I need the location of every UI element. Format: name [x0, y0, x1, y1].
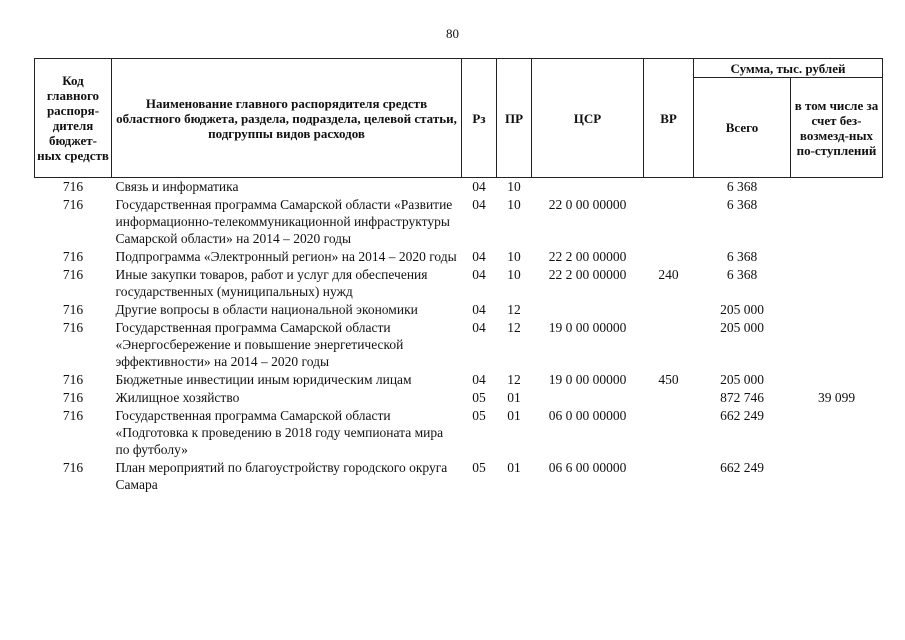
table-row [35, 266, 883, 301]
cell-name: Жилищное хозяйство [115, 390, 240, 405]
cell-name: Государственная программа Самарской области «Энергосбережение и повышение энергетической эффективности» на 2014 – 2020 годы [115, 320, 404, 369]
cell-csr: 19 0 00 00000 [548, 320, 627, 335]
cell-free [791, 196, 883, 248]
cell-total: 205 000 [720, 320, 764, 335]
header-code: Код главного распоря-дителя бюджет-ных средств [35, 59, 112, 178]
cell-rz: 04 [472, 197, 486, 212]
table-row [35, 196, 883, 248]
cell-free: 39 099 [817, 390, 856, 405]
cell-name: План мероприятий по благоустройству городского округа Самара [115, 460, 448, 492]
cell-code: 716 [62, 320, 84, 335]
cell-free [791, 248, 883, 266]
table-row [35, 459, 883, 494]
table-header [35, 59, 883, 178]
cell-total: 6 368 [726, 179, 758, 194]
cell-vr: 240 [658, 267, 679, 282]
cell-pr: 10 [507, 179, 521, 194]
cell-total: 205 000 [720, 302, 764, 317]
cell-name: Бюджетные инвестиции иным юридическим лицам [115, 372, 412, 387]
cell-vr [644, 389, 694, 407]
cell-csr: 06 0 00 00000 [548, 408, 627, 423]
cell-code: 716 [62, 249, 84, 264]
cell-name: Государственная программа Самарской области «Развитие информационно-телекоммуникационной инфраструктуры Самарской области» на 2014 – 2020 годы [115, 197, 453, 246]
cell-vr [644, 301, 694, 319]
cell-name: Подпрограмма «Электронный регион» на 2014 – 2020 годы [115, 249, 457, 264]
cell-pr: 12 [507, 320, 521, 335]
cell-rz: 05 [472, 390, 486, 405]
cell-code: 716 [62, 408, 84, 423]
cell-free [791, 459, 883, 494]
cell-pr: 12 [507, 372, 521, 387]
cell-code: 716 [62, 302, 84, 317]
cell-free [791, 319, 883, 371]
table-body [35, 178, 883, 495]
header-vr: ВР [644, 59, 694, 178]
cell-csr: 22 0 00 00000 [548, 197, 627, 212]
page-number: 80 [446, 26, 459, 41]
cell-rz: 05 [472, 408, 486, 423]
cell-vr [644, 407, 694, 459]
cell-total: 872 746 [720, 390, 764, 405]
cell-free [791, 178, 883, 197]
cell-pr: 01 [507, 460, 521, 475]
cell-total: 6 368 [726, 249, 758, 264]
budget-table [34, 58, 883, 494]
cell-rz: 04 [472, 267, 486, 282]
cell-pr: 10 [507, 197, 521, 212]
cell-name: Государственная программа Самарской области «Подготовка к проведению в 2018 году чемпионата мира по футболу» [115, 408, 444, 457]
cell-vr: 450 [658, 372, 679, 387]
cell-csr: 22 2 00 00000 [548, 249, 627, 264]
table-row [35, 389, 883, 407]
table-row [35, 248, 883, 266]
cell-csr [532, 389, 644, 407]
cell-total: 205 000 [720, 372, 764, 387]
table-row [35, 178, 883, 197]
cell-name: Другие вопросы в области национальной экономики [115, 302, 418, 317]
cell-rz: 04 [472, 302, 486, 317]
cell-name: Связь и информатика [115, 179, 239, 194]
cell-csr [532, 301, 644, 319]
header-csr: ЦСР [532, 59, 644, 178]
cell-rz: 05 [472, 460, 486, 475]
cell-rz: 04 [472, 372, 486, 387]
cell-csr: 19 0 00 00000 [548, 372, 627, 387]
cell-rz: 04 [472, 249, 486, 264]
header-sum: Сумма, тыс. рублей [694, 59, 883, 78]
cell-csr: 06 6 00 00000 [548, 460, 627, 475]
header-name: Наименование главного распорядителя средств областного бюджета, раздела, подраздела, целевой статьи, подгруппы видов расходов [112, 59, 462, 178]
header-pr: ПР [497, 59, 532, 178]
cell-free [791, 407, 883, 459]
cell-name: Иные закупки товаров, работ и услуг для обеспечения государственных (муниципальных) нужд [115, 267, 428, 299]
cell-free [791, 371, 883, 389]
table-row [35, 319, 883, 371]
cell-free [791, 301, 883, 319]
cell-vr [644, 248, 694, 266]
cell-free [791, 266, 883, 301]
cell-pr: 12 [507, 302, 521, 317]
cell-code: 716 [62, 372, 84, 387]
table-row [35, 407, 883, 459]
cell-pr: 01 [507, 390, 521, 405]
header-rz: Рз [462, 59, 497, 178]
cell-total: 662 249 [720, 460, 764, 475]
table-row [35, 301, 883, 319]
cell-code: 716 [62, 197, 84, 212]
cell-pr: 10 [507, 249, 521, 264]
cell-vr [644, 178, 694, 197]
cell-csr [532, 178, 644, 197]
cell-vr [644, 196, 694, 248]
cell-code: 716 [62, 460, 84, 475]
cell-total: 6 368 [726, 197, 758, 212]
cell-pr: 01 [507, 408, 521, 423]
header-free: в том числе за счет без-возмезд-ных по-ступлений [791, 78, 883, 178]
cell-code: 716 [62, 267, 84, 282]
cell-code: 716 [62, 179, 84, 194]
cell-total: 662 249 [720, 408, 764, 423]
cell-total: 6 368 [726, 267, 758, 282]
cell-csr: 22 2 00 00000 [548, 267, 627, 282]
cell-pr: 10 [507, 267, 521, 282]
cell-vr [644, 319, 694, 371]
cell-rz: 04 [472, 179, 486, 194]
header-total: Всего [694, 78, 791, 178]
cell-code: 716 [62, 390, 84, 405]
cell-rz: 04 [472, 320, 486, 335]
table-row [35, 371, 883, 389]
cell-vr [644, 459, 694, 494]
